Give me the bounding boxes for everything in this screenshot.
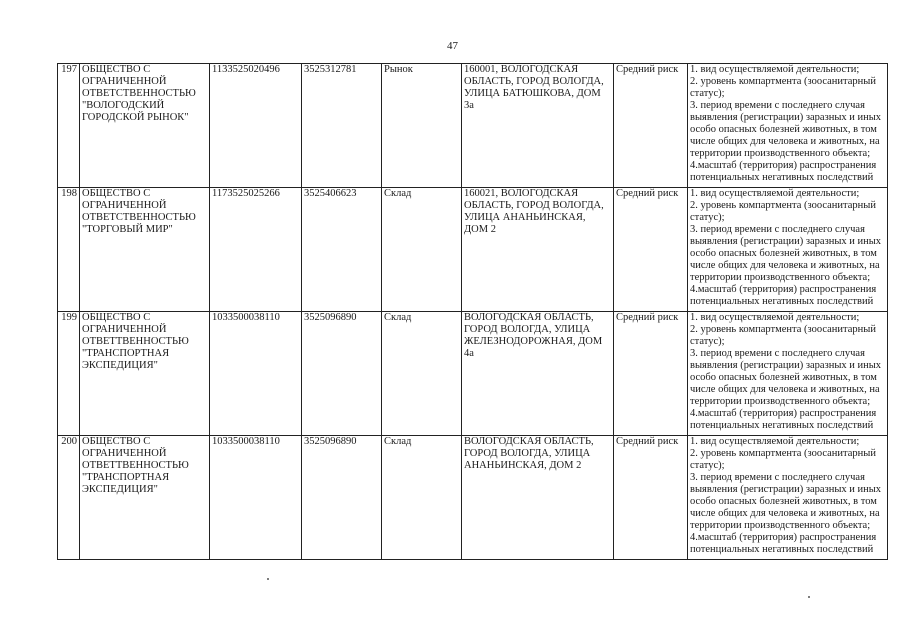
criterion-item: 4.масштаб (территория) распространения потенциальных негативных последствий — [690, 160, 877, 183]
criterion-item: 1. вид осуществляемой деятельности; — [690, 312, 860, 323]
criteria-cell — [688, 312, 888, 436]
table-row — [58, 188, 888, 312]
address-cell: 160001, ВОЛОГОДСКАЯ ОБЛАСТЬ, ГОРОД ВОЛОГДА, УЛИЦА БАТЮШКОВА, ДОМ 3а — [462, 64, 614, 188]
organization-name: ОБЩЕСТВО С ОГРАНИЧЕННОЙ ОТВЕТТВЕННОСТЬЮ "ТРАНСПОРТНАЯ ЭКСПЕДИЦИЯ" — [80, 436, 210, 560]
criterion-item: 4.масштаб (территория) распространения потенциальных негативных последствий — [690, 408, 877, 431]
organization-name: ОБЩЕСТВО С ОГРАНИЧЕННОЙ ОТВЕТСТВЕННОСТЬЮ "ВОЛОГОДСКИЙ ГОРОДСКОЙ РЫНОК" — [80, 64, 210, 188]
criterion-item: 2. уровень компартмента (зоосанитарный статус); — [690, 200, 876, 223]
ogrn-cell: 1173525025266 — [210, 188, 302, 312]
ogrn-cell: 1033500038110 — [210, 436, 302, 560]
table-row — [58, 436, 888, 560]
inn-cell: 3525406623 — [302, 188, 382, 312]
risk-category-cell: Средний риск — [614, 436, 688, 560]
criteria-cell — [688, 436, 888, 560]
address-cell: ВОЛОГОДСКАЯ ОБЛАСТЬ, ГОРОД ВОЛОГДА, УЛИЦА АНАНЬИНСКАЯ, ДОМ 2 — [462, 436, 614, 560]
scan-speck — [267, 578, 269, 580]
risk-category-cell: Средний риск — [614, 312, 688, 436]
row-number: 197 — [58, 64, 80, 188]
criteria-cell — [688, 188, 888, 312]
criteria-cell — [688, 64, 888, 188]
criterion-item: 3. период времени с последнего случая выявления (регистрации) заразных и иных особо опасных болезней животных, в том числе общих для человека и животных, на территории производственного объекта; — [690, 224, 882, 283]
criterion-item: 4.масштаб (территория) распространения потенциальных негативных последствий — [690, 284, 877, 307]
page-number: 47 — [447, 40, 458, 52]
risk-category-cell: Средний риск — [614, 64, 688, 188]
criterion-item: 2. уровень компартмента (зоосанитарный статус); — [690, 76, 876, 99]
criterion-item: 4.масштаб (территория) распространения потенциальных негативных последствий — [690, 532, 877, 555]
scan-speck — [808, 596, 810, 598]
criterion-item: 3. период времени с последнего случая выявления (регистрации) заразных и иных особо опасных болезней животных, в том числе общих для человека и животных, на территории производственного объекта; — [690, 100, 882, 159]
ogrn-cell: 1133525020496 — [210, 64, 302, 188]
criterion-item: 1. вид осуществляемой деятельности; — [690, 188, 860, 199]
address-cell: ВОЛОГОДСКАЯ ОБЛАСТЬ, ГОРОД ВОЛОГДА, УЛИЦА ЖЕЛЕЗНОДОРОЖНАЯ, ДОМ 4а — [462, 312, 614, 436]
criterion-item: 2. уровень компартмента (зоосанитарный статус); — [690, 324, 876, 347]
criterion-item: 3. период времени с последнего случая выявления (регистрации) заразных и иных особо опасных болезней животных, в том числе общих для человека и животных, на территории производственного объекта; — [690, 348, 882, 407]
row-number: 198 — [58, 188, 80, 312]
inn-cell: 3525096890 — [302, 436, 382, 560]
criterion-item: 1. вид осуществляемой деятельности; — [690, 436, 860, 447]
inn-cell: 3525096890 — [302, 312, 382, 436]
criterion-item: 2. уровень компартмента (зоосанитарный статус); — [690, 448, 876, 471]
organization-name: ОБЩЕСТВО С ОГРАНИЧЕННОЙ ОТВЕТТВЕННОСТЬЮ "ТРАНСПОРТНАЯ ЭКСПЕДИЦИЯ" — [80, 312, 210, 436]
object-type-cell: Рынок — [382, 64, 462, 188]
registry-table — [57, 63, 888, 560]
object-type-cell: Склад — [382, 188, 462, 312]
risk-category-cell: Средний риск — [614, 188, 688, 312]
row-number: 200 — [58, 436, 80, 560]
ogrn-cell: 1033500038110 — [210, 312, 302, 436]
row-number: 199 — [58, 312, 80, 436]
criterion-item: 1. вид осуществляемой деятельности; — [690, 64, 860, 75]
table-row — [58, 64, 888, 188]
object-type-cell: Склад — [382, 436, 462, 560]
object-type-cell: Склад — [382, 312, 462, 436]
address-cell: 160021, ВОЛОГОДСКАЯ ОБЛАСТЬ, ГОРОД ВОЛОГДА, УЛИЦА АНАНЬИНСКАЯ, ДОМ 2 — [462, 188, 614, 312]
inn-cell: 3525312781 — [302, 64, 382, 188]
criterion-item: 3. период времени с последнего случая выявления (регистрации) заразных и иных особо опасных болезней животных, в том числе общих для человека и животных, на территории производственного объекта; — [690, 472, 882, 531]
organization-name: ОБЩЕСТВО С ОГРАНИЧЕННОЙ ОТВЕТСТВЕННОСТЬЮ "ТОРГОВЫЙ МИР" — [80, 188, 210, 312]
table-row — [58, 312, 888, 436]
